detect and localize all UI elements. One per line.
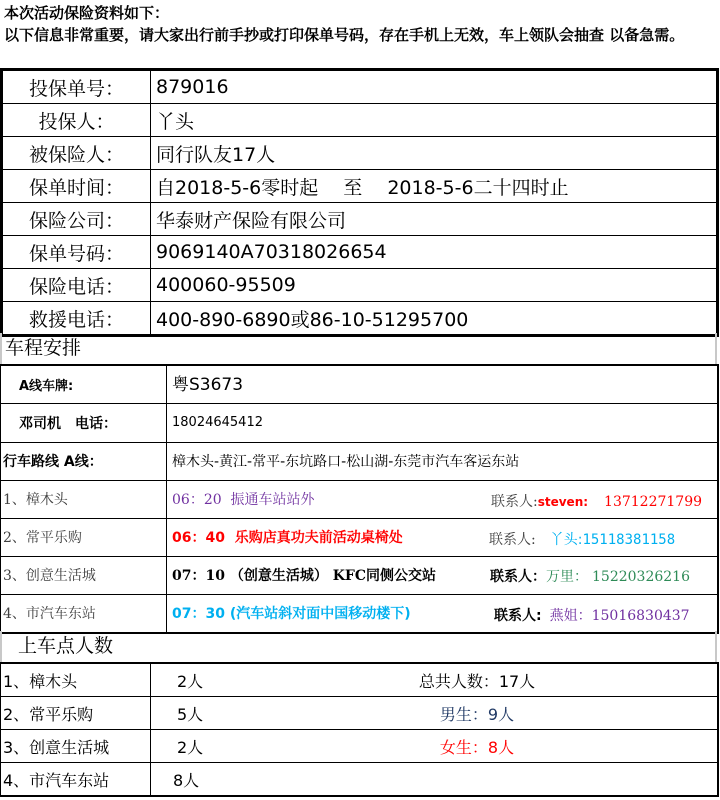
intro-notice xyxy=(4,2,718,46)
stop-detail: 06：40 乐购店真功夫前活动桌椅处 xyxy=(172,530,403,546)
policyholder-value: 丫头 xyxy=(151,104,718,137)
policy-code-value: 9069140A70318026654 xyxy=(151,236,718,269)
table-row xyxy=(2,104,718,137)
contact-phone: 13712271799 xyxy=(604,493,703,510)
table-row xyxy=(2,269,718,302)
table-row xyxy=(2,70,718,104)
stop-row xyxy=(1,594,719,633)
boarding-count: 2人 xyxy=(151,730,298,763)
contact-name: steven: xyxy=(537,494,589,509)
trip-section-title: 车程安排 xyxy=(0,333,717,364)
table-row xyxy=(1,365,719,403)
stop-contact xyxy=(489,529,675,549)
boarding-count: 2人 xyxy=(151,663,298,697)
stop-row xyxy=(1,518,719,556)
total-count: 总共人数：17人 xyxy=(297,663,718,697)
rescue-phone-label: 救援电话： xyxy=(2,302,151,336)
policy-code-label: 保单号码： xyxy=(2,236,151,269)
table-row xyxy=(2,170,718,203)
trip-table xyxy=(0,364,719,634)
stop-row xyxy=(1,480,719,518)
boarding-count: 5人 xyxy=(151,697,298,730)
table-row xyxy=(1,763,719,797)
insurance-table xyxy=(0,68,719,337)
rescue-phone-value: 400-890-6890或86-10-51295700 xyxy=(151,302,718,336)
insurer-label: 保险公司： xyxy=(2,203,151,236)
route-label: 行车路线 A线： xyxy=(1,442,167,480)
policy-time-label: 保单时间： xyxy=(2,170,151,203)
contact-name: 燕姐： xyxy=(549,607,592,624)
stop-name: 2、常平乐购 xyxy=(1,518,167,556)
insured-label: 被保险人： xyxy=(2,137,151,170)
summary-empty xyxy=(297,763,718,797)
table-row xyxy=(1,730,719,763)
policyholder-label: 投保人： xyxy=(2,104,151,137)
contact-phone: 15220326216 xyxy=(592,568,690,585)
contact-label: 联系人: xyxy=(491,493,538,510)
stop-detail: 06：20 振通车站站外 xyxy=(172,492,315,508)
table-row xyxy=(2,236,718,269)
contact-phone: 15118381158 xyxy=(582,531,676,548)
driver-phone: 18024645412 xyxy=(167,403,719,442)
intro-warning: 以下信息非常重要，请大家出行前手抄或打印保单号码，存在手机上无效，车上领队会抽查 以备急需。 xyxy=(4,26,685,44)
contact-label: 联系人： xyxy=(490,568,546,585)
table-row xyxy=(1,403,719,442)
counts-section-title: 上车点人数 xyxy=(0,631,717,662)
stop-contact xyxy=(494,605,690,625)
stop-detail-cell xyxy=(167,556,719,594)
boarding-point: 3、创意生活城 xyxy=(1,730,151,763)
counts-table xyxy=(0,662,719,797)
table-row xyxy=(1,663,719,697)
stop-row xyxy=(1,556,719,594)
contact-label: 联系人: xyxy=(489,531,536,548)
driver-label: 邓司机 电话： xyxy=(1,403,167,442)
insurance-phone-value: 400060-95509 xyxy=(151,269,718,302)
policy-time-value: 自2018-5-6零时起 至 2018-5-6二十四时止 xyxy=(151,170,718,203)
policy-no-label: 投保单号： xyxy=(2,70,151,104)
insurance-phone-label: 保险电话： xyxy=(2,269,151,302)
female-count: 女生：8人 xyxy=(297,730,718,763)
stop-detail-cell xyxy=(167,594,719,633)
stop-contact xyxy=(491,491,702,511)
stop-detail-cell xyxy=(167,518,719,556)
boarding-point: 1、樟木头 xyxy=(1,663,151,697)
male-count: 男生：9人 xyxy=(297,697,718,730)
stop-name: 4、市汽车东站 xyxy=(1,594,167,633)
table-row xyxy=(2,203,718,236)
stop-detail-cell xyxy=(167,480,719,518)
table-row xyxy=(2,137,718,170)
stop-name: 1、樟木头 xyxy=(1,480,167,518)
insurer-value: 华泰财产保险有限公司 xyxy=(151,203,718,236)
table-row xyxy=(2,302,718,336)
table-row xyxy=(1,697,719,730)
policy-no-value: 879016 xyxy=(151,70,718,104)
route-value: 樟木头-黄江-常平-东坑路口-松山湖-东莞市汽车客运东站 xyxy=(167,442,719,480)
contact-phone: 15016830437 xyxy=(591,607,690,624)
boarding-point: 2、常平乐购 xyxy=(1,697,151,730)
boarding-point: 4、市汽车东站 xyxy=(1,763,151,797)
stop-contact xyxy=(490,566,690,586)
intro-title: 本次活动保险资料如下： xyxy=(4,4,170,22)
contact-label: 联系人: xyxy=(494,607,542,624)
plate-value: 粤S3673 xyxy=(167,365,719,403)
contact-name: 丫头: xyxy=(549,531,583,548)
plate-label: A线车牌: xyxy=(1,365,167,403)
stop-detail: 07：30 (汽车站斜对面中国移动楼下) xyxy=(172,606,411,622)
contact-name: 万里： xyxy=(546,568,588,585)
boarding-count: 8人 xyxy=(151,763,298,797)
stop-detail: 07：10 （创意生活城） KFC同侧公交站 xyxy=(172,568,436,584)
stop-name: 3、创意生活城 xyxy=(1,556,167,594)
table-row xyxy=(1,442,719,480)
insured-value: 同行队友17人 xyxy=(151,137,718,170)
